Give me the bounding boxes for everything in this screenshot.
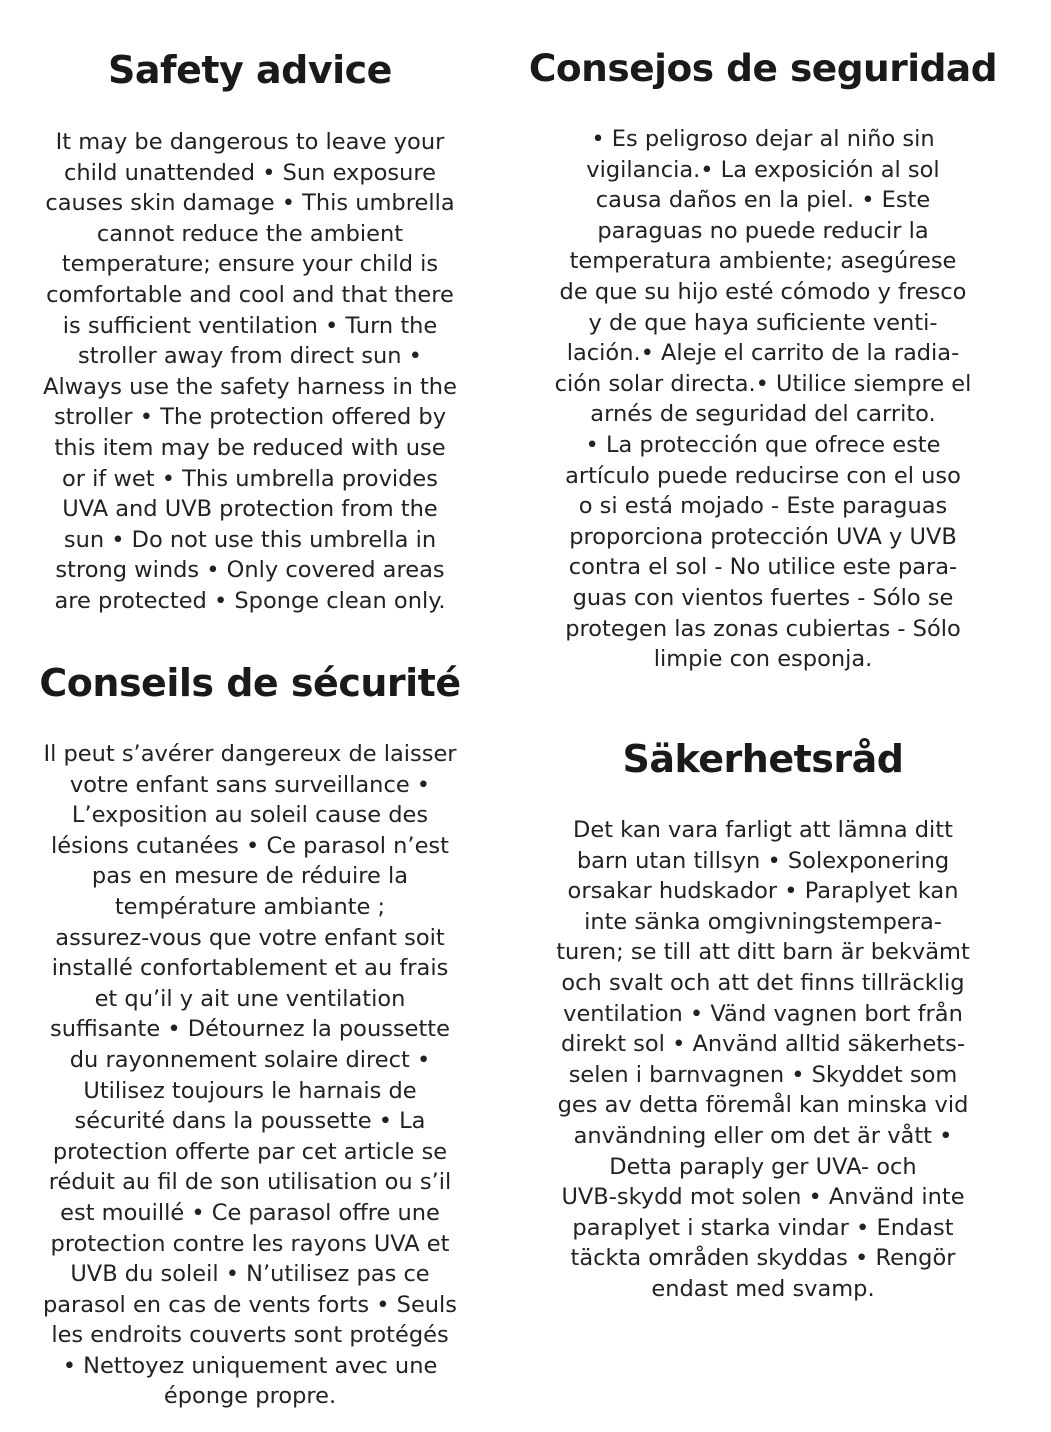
text-line: stroller away from direct sun •	[78, 343, 422, 370]
text-line: orsakar hudskador • Paraplyet kan	[567, 878, 959, 905]
text-line: assurez-vous que votre enfant soit	[55, 924, 445, 951]
text-line: UVA and UVB protection from the	[62, 496, 438, 523]
text-line: this item may be reduced with use	[54, 434, 446, 461]
text-line: It may be dangerous to leave your	[55, 129, 445, 155]
text-line: Always use the safety harness in the	[43, 373, 457, 400]
text-line: stroller • The protection offered by	[53, 404, 447, 431]
text-line: ventilation • Vänd vagnen bort från	[563, 1000, 963, 1027]
text-line: selen i barnvagnen • Skyddet som	[568, 1061, 958, 1088]
safety-section-french	[36, 659, 464, 1412]
text-line: täckta områden skyddas • Rengör	[570, 1245, 956, 1272]
text-line: endast med svamp.	[651, 1275, 875, 1302]
text-line: direkt sol • Använd alltid säkerhets-	[561, 1031, 965, 1058]
safety-section-swedish	[548, 735, 978, 1305]
text-line: Il peut s’avérer dangereux de laisser	[43, 741, 457, 767]
text-line: suffisante • Détournez la poussette	[50, 1016, 450, 1043]
section-title: Säkerhetsråd	[622, 737, 904, 781]
text-line: barn utan tillsyn • Solexponering	[576, 847, 950, 874]
text-line: vigilancia.• La exposición al sol	[586, 156, 940, 183]
text-line: parasol en cas de vents forts • Seuls	[42, 1291, 458, 1318]
text-line: temperatura ambiente; asegúrese	[569, 248, 957, 275]
text-line: limpie con esponja.	[653, 646, 873, 673]
text-line: lésions cutanées • Ce parasol n’est	[51, 832, 449, 859]
text-line: causa daños en la piel. • Este	[595, 187, 931, 214]
text-line: arnés de seguridad del carrito.	[590, 401, 936, 428]
section-body	[528, 124, 998, 675]
text-line: sécurité dans la poussette • La	[74, 1108, 426, 1135]
text-line: is sufficient ventilation • Turn the	[62, 312, 438, 339]
section-body	[548, 815, 978, 1305]
text-line: ción solar directa.• Utilice siempre el	[554, 370, 972, 397]
text-line: proporciona protección UVA y UVB	[569, 523, 957, 550]
text-line: Det kan vara farligt att lämna ditt	[573, 817, 953, 843]
text-line: installé confortablement et au frais	[51, 955, 449, 982]
text-line: lación.• Aleje el carrito de la radia-	[566, 340, 960, 367]
text-line: protection contre les rayons UVA et	[50, 1230, 450, 1257]
text-line: strong winds • Only covered areas	[55, 557, 445, 584]
text-line: du rayonnement solaire direct •	[69, 1046, 431, 1073]
text-line: votre enfant sans surveillance •	[69, 771, 431, 798]
text-line: sun • Do not use this umbrella in	[63, 526, 437, 553]
text-line: y de que haya suficiente venti-	[588, 309, 938, 336]
text-line: comfortable and cool and that there	[46, 281, 454, 308]
text-line: or if wet • This umbrella provides	[62, 465, 438, 492]
section-body	[36, 739, 464, 1412]
text-line: L’exposition au soleil cause des	[71, 802, 429, 829]
text-line: • La protección que ofrece este	[585, 431, 941, 458]
section-title: Conseils de sécurité	[39, 661, 461, 705]
text-line: de que su hijo esté cómodo y fresco	[559, 278, 967, 305]
text-line: les endroits couverts sont protégés	[51, 1322, 449, 1349]
text-line: temperature; ensure your child is	[61, 251, 439, 278]
text-line: inte sänka omgivningstempera-	[584, 908, 942, 935]
safety-section-spanish	[528, 44, 998, 675]
text-line: paraguas no puede reducir la	[597, 217, 929, 244]
text-line: réduit au fil de son utilisation ou s’il	[48, 1169, 452, 1196]
text-line: ges av detta föremål kan minska vid	[557, 1092, 969, 1119]
section-body	[36, 127, 464, 617]
section-title: Consejos de seguridad	[528, 46, 998, 90]
text-line: o si está mojado - Este paraguas	[578, 493, 948, 520]
safety-section-english	[36, 46, 464, 617]
text-line: • Nettoyez uniquement avec une	[62, 1352, 438, 1379]
text-line: child unattended • Sun exposure	[64, 159, 436, 186]
text-line: température ambiante ;	[114, 893, 386, 920]
text-line: contra el sol - No utilice este para-	[568, 554, 958, 581]
text-line: Detta paraply ger UVA- och	[609, 1153, 917, 1180]
text-line: cannot reduce the ambient	[96, 220, 404, 247]
text-line: UVB du soleil • N’utilisez pas ce	[70, 1261, 430, 1288]
text-line: artículo puede reducirse con el uso	[565, 462, 961, 489]
text-line: protegen las zonas cubiertas - Sólo	[565, 615, 961, 642]
text-line: UVB-skydd mot solen • Använd inte	[561, 1184, 965, 1211]
text-line: are protected • Sponge clean only.	[54, 587, 446, 614]
section-title: Safety advice	[108, 48, 392, 92]
text-line: turen; se till att ditt barn är bekvämt	[556, 939, 970, 966]
text-line: guas con vientos fuertes - Sólo se	[572, 584, 954, 611]
text-line: • Es peligroso dejar al niño sin	[591, 126, 935, 152]
text-line: användning eller om det är vått •	[573, 1122, 953, 1149]
text-line: est mouillé • Ce parasol offre une	[60, 1199, 440, 1226]
text-line: och svalt och att det finns tillräcklig	[561, 969, 965, 996]
text-line: éponge propre.	[163, 1383, 337, 1410]
text-line: et qu’il y ait une ventilation	[94, 985, 406, 1012]
text-line: protection offerte par cet article se	[52, 1138, 448, 1165]
text-line: pas en mesure de réduire la	[91, 863, 409, 890]
text-line: causes skin damage • This umbrella	[45, 190, 455, 217]
text-line: Utilisez toujours le harnais de	[83, 1077, 417, 1104]
text-line: paraplyet i starka vindar • Endast	[572, 1214, 954, 1241]
